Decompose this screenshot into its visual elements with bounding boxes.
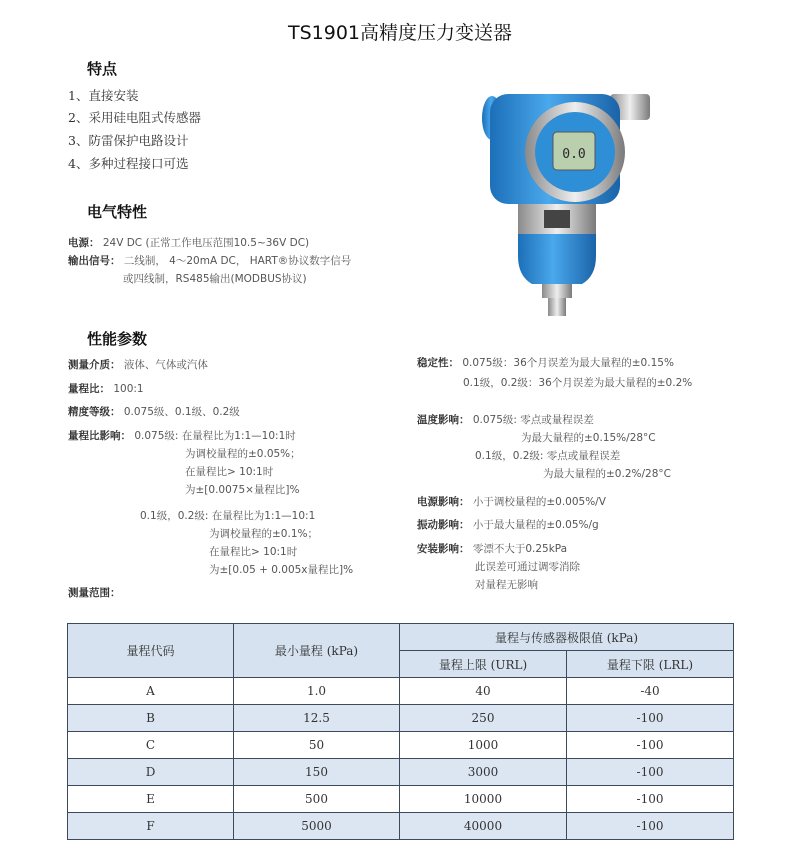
cell-url: 40 bbox=[400, 678, 567, 705]
ratio-effect-label: 量程比影响： bbox=[68, 430, 131, 442]
power-effect-spec bbox=[417, 494, 606, 509]
cell-url: 40000 bbox=[400, 813, 567, 840]
page-title: TS1901高精度压力变送器 bbox=[287, 22, 513, 44]
mounting-line: 此误差可通过调零消除 bbox=[475, 561, 580, 573]
cell-lrl: -100 bbox=[567, 732, 734, 759]
feature-item: 4、多种过程接口可选 bbox=[68, 156, 189, 171]
lcd-value: 0.0 bbox=[562, 147, 586, 162]
power-label: 电源： bbox=[68, 237, 100, 249]
range-spec bbox=[68, 585, 121, 600]
ratio-effect-line: 为±[0.05 + 0.005x量程比]% bbox=[209, 564, 354, 576]
medium-value: 液体、气体或汽体 bbox=[123, 359, 208, 371]
output-label: 输出信号： bbox=[68, 255, 121, 267]
cell-min-span: 5000 bbox=[234, 813, 400, 840]
ratio-effect-line: 为±[0.0075×量程比]% bbox=[185, 484, 300, 496]
accuracy-spec bbox=[68, 404, 240, 419]
ratio-effect-line: 在量程比> 10:1时 bbox=[185, 466, 274, 478]
ratio-effect-line: 在量程比> 10:1时 bbox=[209, 546, 298, 558]
power-effect-label: 电源影响： bbox=[417, 496, 470, 508]
accuracy-label: 精度等级： bbox=[68, 406, 121, 418]
temp-line: 0.075级: 零点或量程误差 bbox=[472, 414, 594, 426]
cell-min-span: 150 bbox=[234, 759, 400, 786]
cell-min-span: 12.5 bbox=[234, 705, 400, 732]
mounting-spec bbox=[417, 541, 567, 556]
temp-line: 为最大量程的±0.2%/28°C bbox=[543, 468, 671, 480]
temp-spec bbox=[417, 412, 594, 427]
power-spec bbox=[68, 235, 309, 250]
stability-label: 稳定性： bbox=[417, 357, 459, 369]
medium-label: 测量介质： bbox=[68, 359, 121, 371]
header-url: 量程上限 (URL) bbox=[400, 651, 567, 678]
cell-code: C bbox=[68, 732, 234, 759]
table-row bbox=[68, 732, 734, 759]
cell-lrl: -100 bbox=[567, 786, 734, 813]
vibration-value: 小于最大量程的±0.05%/g bbox=[472, 519, 599, 531]
sensor-body bbox=[518, 234, 596, 284]
cell-lrl: -100 bbox=[567, 813, 734, 840]
temp-label: 温度影响： bbox=[417, 414, 470, 426]
output-spec bbox=[68, 253, 351, 268]
vibration-spec bbox=[417, 517, 599, 532]
cell-url: 1000 bbox=[400, 732, 567, 759]
cell-code: D bbox=[68, 759, 234, 786]
stability-line: 0.075级：36个月误差为最大量程的±0.15% bbox=[462, 357, 674, 369]
output-value: 二线制， 4～20mA DC， HART®协议数字信号 bbox=[123, 255, 352, 267]
table-row bbox=[68, 678, 734, 705]
accuracy-value: 0.075级、0.1级、0.2级 bbox=[123, 406, 240, 418]
nameplate bbox=[544, 210, 570, 228]
process-fitting-thread bbox=[548, 298, 566, 316]
table-row bbox=[68, 759, 734, 786]
cell-code: F bbox=[68, 813, 234, 840]
range-label: 测量范围： bbox=[68, 587, 121, 599]
header-lrl: 量程下限 (LRL) bbox=[567, 651, 734, 678]
mounting-line: 对量程无影响 bbox=[475, 579, 538, 591]
mounting-label: 安装影响： bbox=[417, 543, 470, 555]
ratio-effect-line: 0.075级: 在量程比为1:1—10:1时 bbox=[134, 430, 296, 442]
range-table bbox=[67, 623, 734, 840]
cell-min-span: 50 bbox=[234, 732, 400, 759]
feature-item: 2、采用硅电阻式传感器 bbox=[68, 110, 201, 125]
features-heading: 特点 bbox=[87, 60, 118, 78]
cell-code: B bbox=[68, 705, 234, 732]
header-min-span: 最小量程 (kPa) bbox=[234, 624, 400, 678]
ratio-effect-line: 为调校量程的±0.1%； bbox=[209, 528, 318, 540]
cell-code: E bbox=[68, 786, 234, 813]
power-value: 24V DC (正常工作电压范围10.5~36V DC) bbox=[102, 237, 310, 249]
process-fitting-hex bbox=[542, 284, 572, 298]
feature-item: 3、防雷保护电路设计 bbox=[68, 133, 189, 148]
output-value-line2: 或四线制，RS485输出(MODBUS协议) bbox=[123, 273, 307, 285]
stability-spec bbox=[417, 355, 674, 370]
cell-min-span: 1.0 bbox=[234, 678, 400, 705]
ratio-label: 量程比： bbox=[68, 383, 110, 395]
header-limit-group: 量程与传感器极限值 (kPa) bbox=[400, 624, 734, 651]
cell-code: A bbox=[68, 678, 234, 705]
cell-lrl: -40 bbox=[567, 678, 734, 705]
vibration-label: 振动影响： bbox=[417, 519, 470, 531]
cell-lrl: -100 bbox=[567, 705, 734, 732]
stability-line: 0.1级，0.2级：36个月误差为最大量程的±0.2% bbox=[463, 377, 693, 389]
cell-url: 250 bbox=[400, 705, 567, 732]
medium-spec bbox=[68, 357, 208, 372]
cell-lrl: -100 bbox=[567, 759, 734, 786]
cell-url: 10000 bbox=[400, 786, 567, 813]
ratio-effect-spec bbox=[68, 428, 296, 443]
mounting-line: 零漂不大于0.25kPa bbox=[472, 543, 568, 555]
table-row bbox=[68, 813, 734, 840]
electrical-heading: 电气特性 bbox=[87, 203, 148, 221]
ratio-spec bbox=[68, 381, 144, 396]
feature-item: 1、直接安装 bbox=[68, 88, 139, 103]
power-effect-value: 小于调校量程的±0.005%/V bbox=[472, 496, 606, 508]
table-row bbox=[68, 786, 734, 813]
pressure-transmitter-image bbox=[470, 80, 670, 320]
performance-heading: 性能参数 bbox=[87, 330, 148, 348]
temp-line: 0.1级，0.2级: 零点或量程误差 bbox=[475, 450, 621, 462]
ratio-effect-line: 0.1级，0.2级: 在量程比为1:1—10:1 bbox=[140, 510, 316, 522]
ratio-effect-line: 为调校量程的±0.05%； bbox=[185, 448, 301, 460]
ratio-value: 100:1 bbox=[113, 383, 144, 395]
cell-min-span: 500 bbox=[234, 786, 400, 813]
header-code: 量程代码 bbox=[68, 624, 234, 678]
table-row bbox=[68, 705, 734, 732]
cell-url: 3000 bbox=[400, 759, 567, 786]
temp-line: 为最大量程的±0.15%/28°C bbox=[521, 432, 656, 444]
